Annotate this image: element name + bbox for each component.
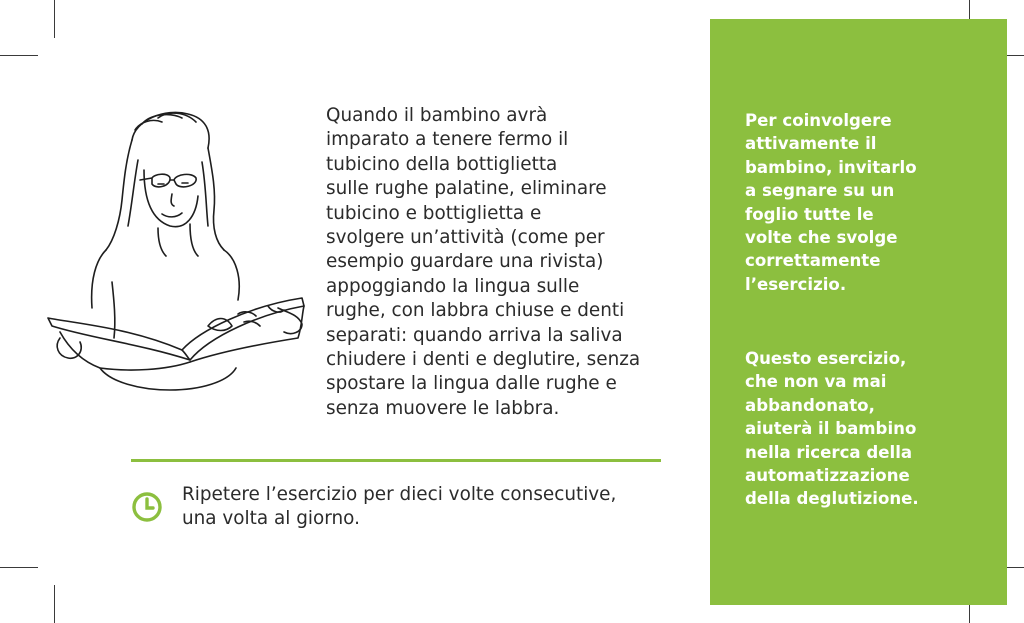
instruction-paragraph: Quando il bambino avrà imparato a tenere fermo il tubicino della bottiglietta sulle rughe palatine, eliminare tubicino e bottiglietta e svolgere un’attività (come per esempio guardare una rivista) appoggiando la lingua sulle rughe, con labbra chiuse e denti separati: quando arriva la saliva chiudere i denti e deglutire, senza spostare la lingua dalle rughe e senza muovere le labbra. (326, 105, 641, 419)
sidebar-tip-engagement: Per coinvolgere attivamente il bambino, invitarlo a segnare su un foglio tutte le volte che svolge correttamente l’esercizio. (745, 111, 917, 294)
crop-mark (0, 567, 38, 568)
crop-mark (54, 585, 55, 623)
clock-icon (131, 491, 163, 523)
crop-mark (54, 0, 55, 38)
section-divider (131, 459, 661, 462)
child-reading-illustration (40, 100, 315, 400)
tip-sidebar (710, 19, 1007, 605)
sidebar-tip-importance: Questo esercizio, che non va mai abbandonato, aiuterà il bambino nella ricerca della automatizzazione della deglutizione. (745, 349, 919, 509)
crop-mark (0, 55, 38, 56)
repeat-note: Ripetere l’esercizio per dieci volte consecutive, una volta al giorno. (182, 484, 617, 530)
